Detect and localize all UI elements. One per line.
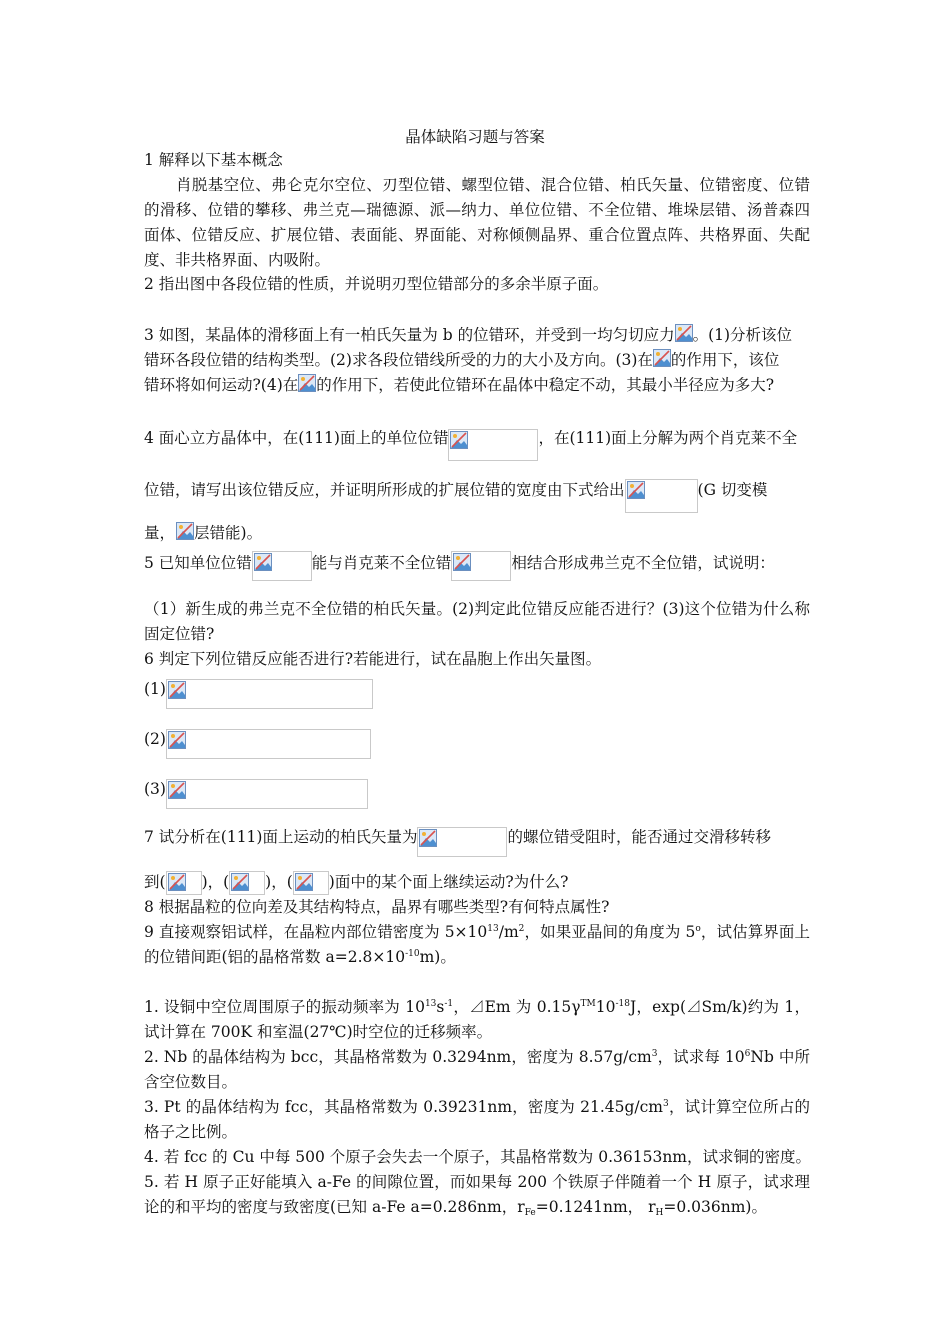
broken-image-icon — [166, 679, 373, 709]
q6-reaction-1: (1) — [144, 677, 373, 709]
broken-image-icon — [175, 521, 194, 541]
problem-5: 5. 若 H 原子正好能填入 a-Fe 的间隙位置，而如果每 200 个铁原子伴随着一个 H 原子，试求理论的和平均的密度与致密度(已知 a-Fe a=0.286nm，$r_{Fe}=0.1241nm$， $r_H=0.036nm$)。 — [144, 1173, 810, 1218]
q6-heading: 6 判定下列位错反应能否进行?若能进行，试在晶胞上作出矢量图。 — [144, 650, 602, 668]
broken-image-icon — [417, 827, 507, 857]
q3-line1: 3 如图，某晶体的滑移面上有一柏氏矢量为 b 的位错环，并受到一均匀切应力 。(1)分析该位 — [144, 323, 792, 348]
broken-image-icon — [675, 323, 693, 343]
broken-image-icon — [653, 348, 671, 368]
q8-text: 8 根据晶粒的位向差及其结构特点，晶界有哪些类型?有何特点属性? — [144, 898, 610, 916]
broken-image-icon — [298, 373, 316, 393]
q7-line1: 7 试分析在(111)面上运动的柏氏矢量为 的螺位错受阻时，能否通过交滑移转移 — [144, 825, 771, 857]
problem-2: 2. Nb 的晶体结构为 bcc，其晶格常数为 0.3294nm，密度为 $8.57g/cm^3$，试求每 $10^6Nb$ 中所含空位数目。 — [144, 1048, 810, 1091]
q9-text: 9 直接观察铝试样，在晶粒内部位错密度为 $5\times 10^{13}/m^2$，如果亚晶间的角度为 5$^o$，试估算界面上的位错间距(铝的晶格常数 $a=2.8\times 10^{-10}m$)。 — [144, 923, 810, 966]
q4-line3: 量， 层错能)。 — [144, 521, 262, 546]
q1-heading: 1 解释以下基本概念 — [144, 151, 283, 169]
problem-3: 3. Pt 的晶体结构为 fcc，其晶格常数为 0.39231nm，密度为 $21.45g/cm^3$，试计算空位所占的格子之比例。 — [144, 1098, 810, 1141]
broken-image-icon — [166, 729, 371, 759]
problem-1: 1. 设铜中空位周围原子的振动频率为 $10^{13}s^{-1}$，⊿Em 为 $0.15\gamma™10^{-18}J$，exp(⊿Sm/k)约为 1，试计算在 700K 和室温(27℃)时空位的迁移频率。 — [144, 998, 810, 1041]
broken-image-icon — [252, 551, 312, 581]
q5-line2: （1）新生成的弗兰克不全位错的柏氏矢量。(2)判定此位错反应能否进行？(3)这个位错为什么称固定位错? — [144, 600, 810, 643]
q6-reaction-2: (2) — [144, 727, 371, 759]
broken-image-icon — [625, 479, 698, 513]
q2-text: 2 指出图中各段位错的性质，并说明刃型位错部分的多余半原子面。 — [144, 275, 609, 293]
q5-line1: 5 已知单位位错 能与肖克莱不全位错 相结合形成弗兰克不全位错，试说明： — [144, 551, 775, 581]
q3-line3: 错环将如何运动?(4)在 的作用下，若使此位错环在晶体中稳定不动，其最小半径应为多大? — [144, 373, 774, 398]
broken-image-icon — [166, 779, 368, 809]
broken-image-icon — [229, 871, 265, 895]
q6-reaction-3: (3) — [144, 777, 368, 809]
q4-line2: 位错，请写出该位错反应，并证明所形成的扩展位错的宽度由下式给出 (G 切变模 — [144, 478, 767, 513]
broken-image-icon — [451, 551, 511, 581]
q1-concepts: 肖脱基空位、弗仑克尔空位、刃型位错、螺型位错、混合位错、柏氏矢量、位错密度、位错的滑移、位错的攀移、弗兰克—瑞德源、派—纳力、单位位错、不全位错、堆垛层错、汤普森四面体、位错反应、扩展位错、表面能、界面能、对称倾侧晶界、重合位置点阵、共格界面、失配度、非共格界面、内吸附。 — [144, 176, 810, 269]
q4-line1: 4 面心立方晶体中，在(111)面上的单位位错 ，在(111)面上分解为两个肖克莱不全 — [144, 426, 797, 461]
broken-image-icon — [293, 871, 329, 895]
problem-4: 4. 若 fcc 的 Cu 中每 500 个原子会失去一个原子，其晶格常数为 0.36153nm，试求铜的密度。 — [144, 1148, 812, 1166]
document-title: 晶体缺陷习题与答案 — [405, 128, 545, 146]
q3-line2: 错环各段位错的结构类型。(2)求各段位错线所受的力的大小及方向。(3)在 的作用下，该位 — [144, 348, 779, 373]
broken-image-icon — [448, 429, 538, 461]
broken-image-icon — [166, 871, 202, 895]
q7-line2: 到( )，( )，( )面中的某个面上继续运动?为什么? — [144, 870, 568, 895]
